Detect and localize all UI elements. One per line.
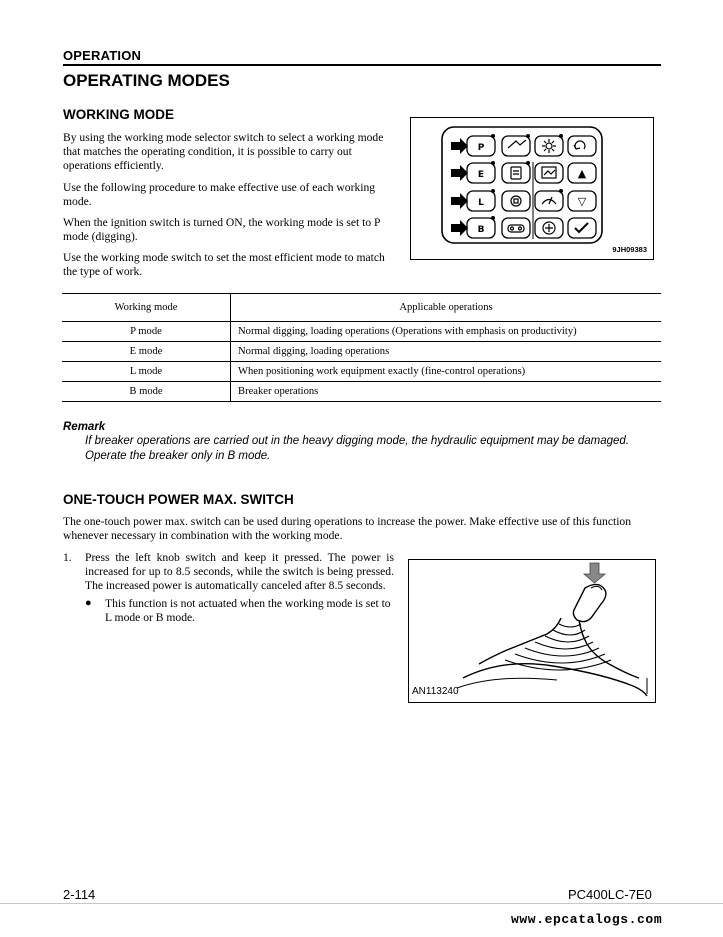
one-touch-power-max-heading: ONE-TOUCH POWER MAX. SWITCH: [63, 492, 294, 507]
panel-figure-id: 9JH09383: [612, 245, 647, 254]
table-row: [62, 322, 661, 342]
up-arrow-key-label: ▲: [577, 167, 587, 180]
working-mode-heading: WORKING MODE: [63, 107, 174, 122]
section-divider: [63, 64, 661, 66]
step-text: Press the left knob switch and keep it pressed. The power is increased for up to 8.5 seconds, while the switch is being pressed. The increased power is automatically canceled after 8.5 seconds.: [85, 551, 394, 592]
working-mode-paragraph: Use the working mode switch to set the most efficient mode to match the type of work.: [63, 251, 385, 278]
watermark-link[interactable]: www.epcatalogs.com: [511, 912, 663, 927]
working-mode-table: [62, 293, 661, 402]
control-lever-figure: [408, 559, 656, 703]
control-lever-illustration: [409, 560, 655, 702]
table-header-applicable-operations: Applicable operations: [231, 294, 662, 322]
table-row: [62, 362, 661, 382]
b-mode-key-label: B: [477, 225, 485, 235]
table-cell-operation: When positioning work equipment exactly (fine-control operations): [231, 362, 662, 382]
table-cell-operation: Breaker operations: [231, 382, 662, 402]
page-title: OPERATING MODES: [63, 71, 230, 90]
remark-title: Remark: [63, 421, 106, 433]
table-row: [62, 382, 661, 402]
lever-figure-id: AN113240: [412, 686, 459, 697]
table-cell-mode: B mode: [62, 382, 231, 402]
working-mode-switch-panel-figure: [410, 117, 654, 260]
down-arrow-key-label: ▽: [577, 195, 587, 208]
model-name: PC400LC-7E0: [568, 887, 652, 902]
working-mode-paragraph: When the ignition switch is turned ON, the working mode is set to P mode (digging).: [63, 216, 381, 243]
table-header-working-mode: Working mode: [62, 294, 231, 322]
e-mode-key-label: E: [477, 170, 485, 180]
table-cell-operation: Normal digging, loading operations (Operations with emphasis on productivity): [231, 322, 662, 342]
remark-text: If breaker operations are carried out in the heavy digging mode, the hydraulic equipment may be damaged. Operate the breaker only in B mode.: [85, 435, 630, 462]
one-touch-intro-paragraph: The one-touch power max. switch can be used during operations to increase the power. Make effective use of this function whenever necessary in combination with the working mode.: [63, 515, 632, 542]
step-number: 1.: [63, 551, 72, 564]
table-row: [62, 342, 661, 362]
l-mode-key-label: L: [478, 198, 484, 208]
working-mode-paragraph: Use the following procedure to make effective use of each working mode.: [63, 181, 376, 208]
table-cell-mode: E mode: [62, 342, 231, 362]
footer-divider: [0, 903, 723, 904]
working-mode-paragraph: By using the working mode selector switch to select a working mode that matches the operating condition, it is possible to carry out operations efficiently.: [63, 131, 384, 172]
table-header-row: [62, 294, 661, 322]
section-label: OPERATION: [63, 48, 142, 63]
p-mode-key-label: P: [477, 143, 485, 153]
push-arrow-icon: [584, 563, 605, 583]
bullet-text: This function is not actuated when the working mode is set to L mode or B mode.: [105, 597, 391, 624]
table-cell-mode: P mode: [62, 322, 231, 342]
table-cell-operation: Normal digging, loading operations: [231, 342, 662, 362]
page-number: 2-114: [63, 887, 96, 902]
table-cell-mode: L mode: [62, 362, 231, 382]
switch-panel-illustration: [411, 118, 653, 259]
bullet-icon: ●: [85, 597, 92, 609]
